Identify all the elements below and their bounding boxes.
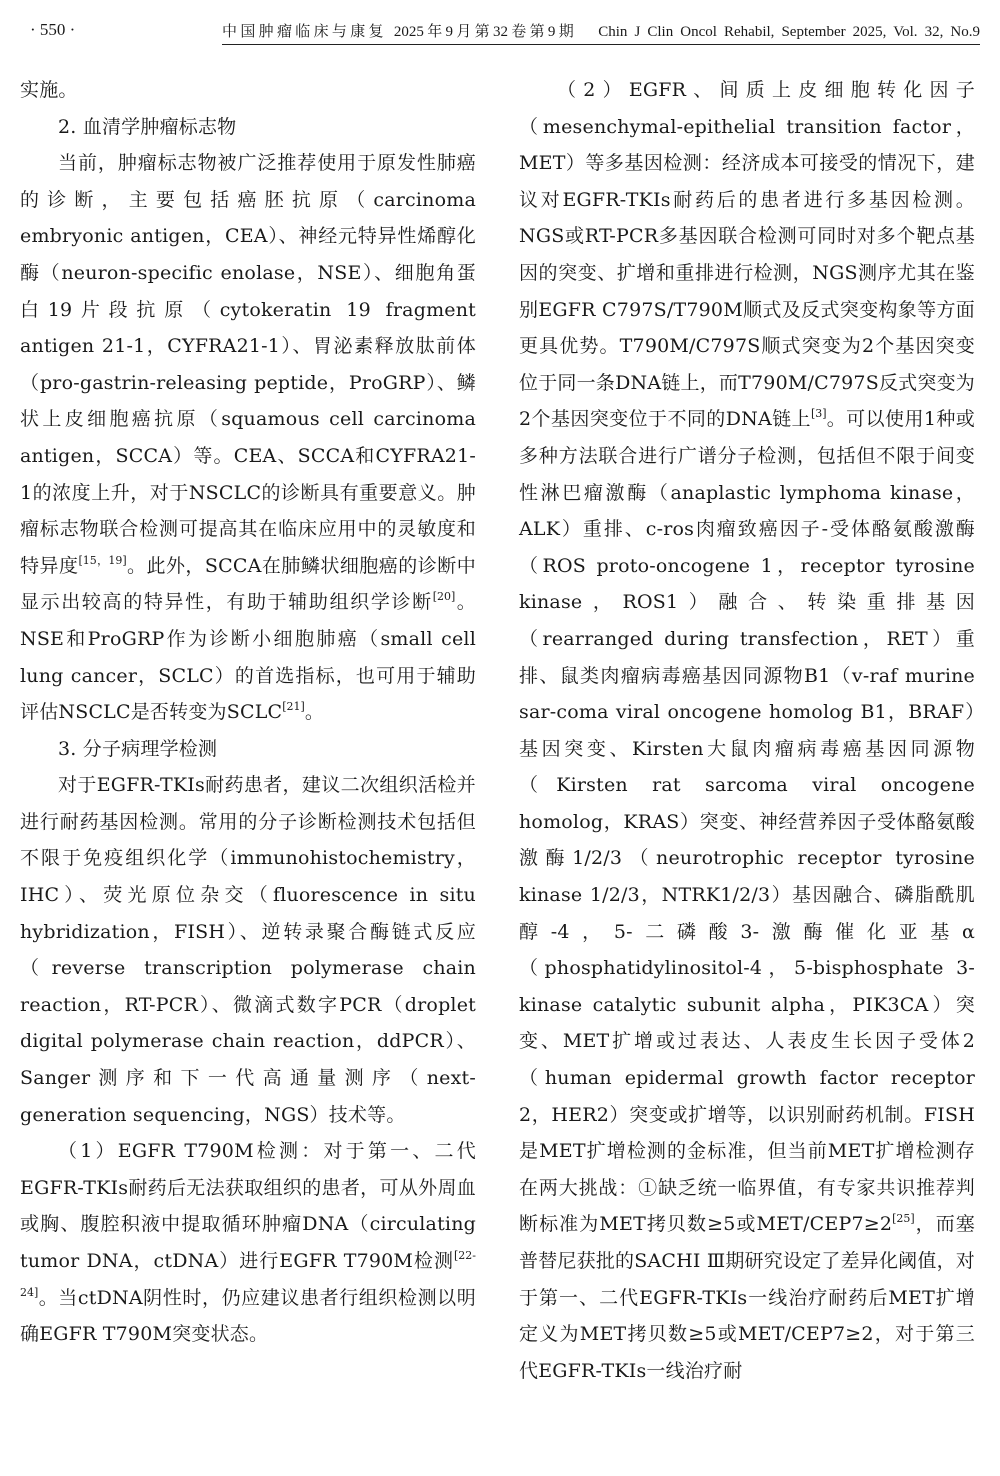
text-run: 。此外，SCCA在肺鳞状细胞癌的诊断中显示出较高的特异性，有助于辅助组织学诊断 xyxy=(20,554,476,614)
citation-20: [20] xyxy=(432,590,456,604)
page-number: · 550 · xyxy=(30,20,76,39)
text-run: （2）EGFR、间质上皮细胞转化因子（mesenchymal-epithelial transition factor，MET）等多基因检测：经济成本可接受的情况下，建议对EGFR-TKIs耐药后的患者进行多基因检测。NGS或RT-PCR多基因联合检测可同时对多个靶点基因的突变、扩增和重排进行检测，NGS测序尤其在鉴别EGFR C797S/T790M顺式及反式突变构象等方面更具优势。T790M/C797S顺式突变为2个基因突变位于同一条DNA链上，而T790M/C797S反式突变为2个基因突变位于不同的DNA链上 xyxy=(519,79,975,431)
paragraph-molecular-methods: 对于EGFR-TKIs耐药患者，建议二次组织活检并进行耐药基因检测。常用的分子诊断检测技术包括但不限于免疫组织化学（immunohistochemistry，IHC）、荧光原位杂交（fluorescence in situ hybridization，FISH）、逆转录聚合酶链式反应（reverse transcription polymerase chain reaction，RT-PCR）、微滴式数字PCR（droplet digital polymerase chain reaction，ddPCR）、Sanger测序和下一代高通量测序（next-generation sequencing，NGS）技术等。 xyxy=(20,774,476,1126)
journal-title-cn: 中国肿瘤临床与康复 2025年9月第32卷第9期 xyxy=(222,24,578,40)
paragraph-serum-markers xyxy=(20,145,476,731)
page-header xyxy=(20,18,980,44)
text-run: 。当ctDNA阴性时，仍应建议患者行组织检测以明确EGFR T790M突变状态。 xyxy=(20,1286,476,1346)
citation-21: [21] xyxy=(282,700,305,714)
text-run: ，而塞普替尼获批的SACHI Ⅲ期研究设定了差异化阈值，对于第一、二代EGFR-TKIs一线治疗耐药后MET扩增定义为MET拷贝数≥5或MET/CEP7≥2，对于第三代EGFR-TKIs一线治疗耐 xyxy=(519,1213,975,1382)
citation-25: [25] xyxy=(892,1212,915,1226)
header-rule xyxy=(222,44,980,45)
left-column xyxy=(20,72,476,1353)
journal-title-en: Chin J Clin Oncol Rehabil, September 2025, Vol. 32, No.9 xyxy=(598,24,980,40)
running-head xyxy=(222,20,980,41)
text-run: 。NSE和ProGRP作为诊断小细胞肺癌（small cell lung cancer，SCLC）的首选指标，也可用于辅助评估NSCLC是否转变为SCLC xyxy=(20,591,476,724)
citation-22-24: [22-24] xyxy=(20,1249,476,1299)
text-run: （1）EGFR T790M检测：对于第一、二代EGFR-TKIs耐药后无法获取组织的患者，可从外周血或胸、腹腔积液中提取循环肿瘤DNA（circulating tumor DNA，ctDNA）进行EGFR T790M检测 xyxy=(20,1140,476,1272)
paragraph-multigene-testing xyxy=(519,72,975,1389)
right-column xyxy=(519,72,975,1389)
text-run: 。 xyxy=(304,701,325,724)
text-run: 当前，肿瘤标志物被广泛推荐使用于原发性肺癌的诊断，主要包括癌胚抗原（carcinoma embryonic antigen，CEA）、神经元特异性烯醇化酶（neuron-specific enolase，NSE）、细胞角蛋白19片段抗原（cytokeratin 19 fragment antigen 21-1，CYFRA21-1）、胃泌素释放肽前体（pro-gastrin-releasing peptide，ProGRP）、鳞状上皮细胞癌抗原（squamous cell carcinoma antigen，SCCA）等。CEA、SCCA和CYFRA21-1的浓度上升，对于NSCLC的诊断具有重要意义。肿瘤标志物联合检测可提高其在临床应用中的灵敏度和特异度 xyxy=(20,152,476,577)
text-run: 。可以使用1种或多种方法联合进行广谱分子检测，包括但不限于间变性淋巴瘤激酶（anaplastic lymphoma kinase，ALK）重排、c-ros肉瘤致癌因子-受体酪氨酸激酶（ROS proto-oncogene 1，receptor tyrosine kinase，ROS1）融合、转染重排基因（rearranged during transfection，RET）重排、鼠类肉瘤病毒癌基因同源物B1（v-raf murine sar-coma viral oncogene homolog B1，BRAF）基因突变、Kirsten大鼠肉瘤病毒癌基因同源物（Kirsten rat sarcoma viral oncogene homolog，KRAS）突变、神经营养因子受体酪氨酸激酶1/2/3（neurotrophic receptor tyrosine kinase 1/2/3，NTRK1/2/3）基因融合、磷脂酰肌醇-4，5-二磷酸3-激酶催化亚基α（phosphatidylinositol-4，5-bisphosphate 3-kinase catalytic subunit alpha，PIK3CA）突变、MET扩增或过表达、人表皮生长因子受体2（human epidermal growth factor receptor 2，HER2）突变或扩增等，以识别耐药机制。FISH是MET扩增检测的金标准，但当前MET扩增检测存在两大挑战：①缺乏统一临界值，有专家共识推荐判断标准为MET拷贝数≥5或MET/CEP7≥2 xyxy=(519,408,975,1236)
paragraph-t790m-testing xyxy=(20,1133,476,1353)
section-heading-molecular-pathology: 3. 分子病理学检测 xyxy=(58,737,218,760)
continued-paragraph: 实施。 xyxy=(20,79,78,101)
citation-15-19: [15，19] xyxy=(78,553,127,567)
citation-3: [3] xyxy=(810,407,827,421)
section-heading-serum-markers: 2. 血清学肿瘤标志物 xyxy=(58,115,237,138)
